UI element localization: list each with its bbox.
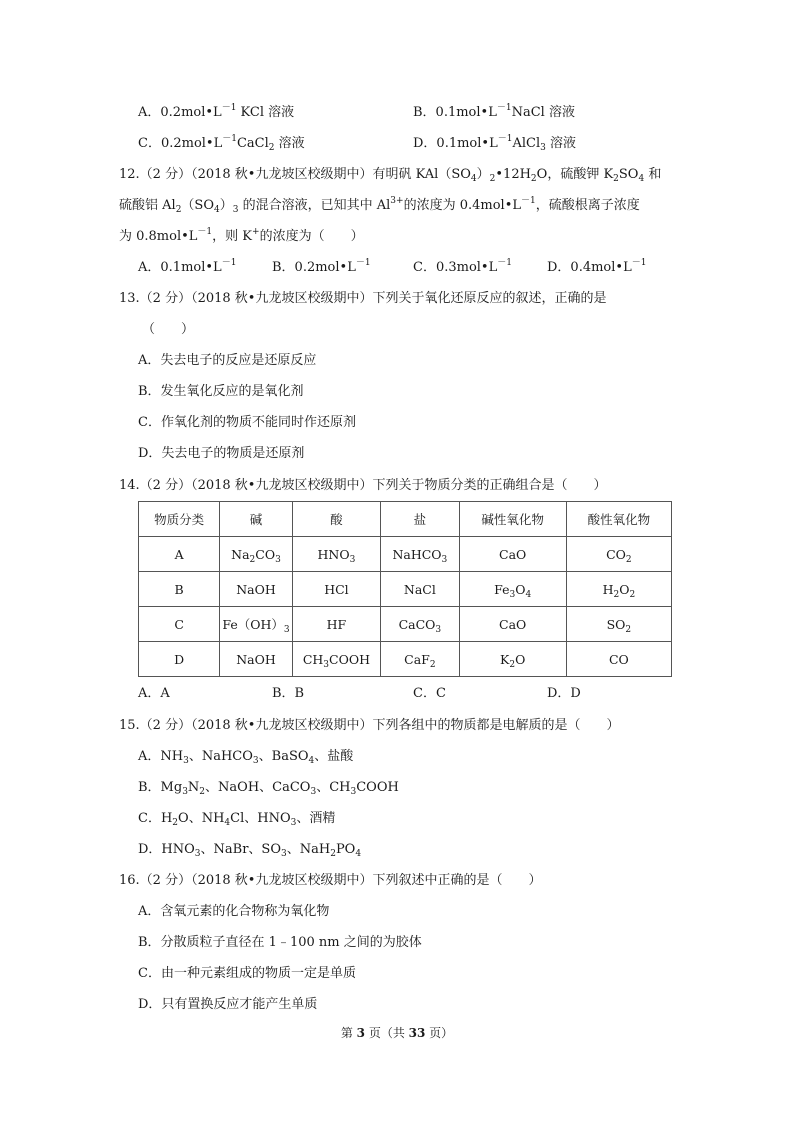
q16-option-c: C．由一种元素组成的物质一定是单质 (138, 966, 356, 981)
q14-option-c: C．C (413, 686, 446, 701)
table-cell: HCl (292, 572, 380, 607)
q16-option-b: B．分散质粒子直径在 1﹣100 nm 之间的为胶体 (138, 935, 422, 950)
table-cell: C (139, 607, 220, 642)
table-cell: $K_2O$ (459, 642, 566, 677)
table-cell: CO (566, 642, 671, 677)
q12-option-c: C．$0.3mol•L^{-1}$ (413, 258, 512, 275)
q16-option-a: A．含氧元素的化合物称为氧化物 (138, 904, 330, 919)
q13-option-d: D．失去电子的物质是还原剂 (138, 446, 305, 461)
table-cell: CaF$_2$ (381, 642, 459, 677)
table-cell: NaCl (381, 572, 459, 607)
q12-stem-line1: 12.（2 分）（2018 秋•九龙坡区校级期中）有明矾 $KAl(SO_4)_2•12H_2O$，硫酸钾 $K_2SO_4$ 和 (119, 167, 662, 184)
table-cell: $Na_2CO_3$ (220, 537, 292, 572)
q12-stem-line3: 为 $0.8mol•L^{-1}$，则 K+的浓度为（ ） (119, 227, 364, 244)
table-cell: $Fe_3O_4$ (459, 572, 566, 607)
table-cell: CaO (459, 607, 566, 642)
q15-option-d: D．$HNO_3$、NaBr、$SO_3$、$NaH_2PO_4$ (138, 842, 362, 859)
table-cell: 物质分类 (139, 502, 220, 537)
table-cell: NaOH (220, 572, 292, 607)
table-row (139, 642, 672, 677)
q16-stem: 16.（2 分）（2018 秋•九龙坡区校级期中）下列叙述中正确的是（ ） (119, 873, 542, 888)
table-cell: 酸 (292, 502, 380, 537)
q12-option-b: B．$0.2mol•L^{-1}$ (272, 258, 371, 275)
table-cell: 盐 (381, 502, 459, 537)
table-cell: 碱 (220, 502, 292, 537)
q15-option-b: B．$Mg_3N_2$、NaOH、CaCO$_3$、$CH_3COOH$ (138, 780, 399, 797)
q14-option-d: D．D (547, 686, 581, 701)
table-cell: $HNO_3$ (292, 537, 380, 572)
table-cell: NaHCO$_3$ (381, 537, 459, 572)
table-cell: B (139, 572, 220, 607)
table-cell: D (139, 642, 220, 677)
table-cell: $CH_3COOH$ (292, 642, 380, 677)
q14-option-b: B．B (272, 686, 305, 701)
table-cell: 碱性氧化物 (459, 502, 566, 537)
classification-table (138, 501, 672, 677)
q15-option-a: A．$NH_3$、NaHCO$_3$、BaSO$_4$、盐酸 (138, 749, 354, 766)
q13-stem-line2: （ ） (142, 322, 195, 337)
table-cell: $H_2O_2$ (566, 572, 671, 607)
q16-option-d: D．只有置换反应才能产生单质 (138, 997, 318, 1012)
table-cell: CaCO$_3$ (381, 607, 459, 642)
q15-stem: 15.（2 分）（2018 秋•九龙坡区校级期中）下列各组中的物质都是电解质的是（ ） (119, 718, 620, 733)
q13-option-a: A．失去电子的反应是还原反应 (138, 353, 317, 368)
table-cell: CaO (459, 537, 566, 572)
q11-option-b: B．$0.1mol•L^{-1}NaCl$ 溶液 (413, 103, 575, 120)
q13-option-b: B．发生氧化反应的是氧化剂 (138, 384, 304, 399)
table-cell: A (139, 537, 220, 572)
q15-option-c: C．$H_2O$、$NH_4Cl$、$HNO_3$、酒精 (138, 811, 336, 828)
q12-option-d: D．$0.4mol•L^{-1}$ (547, 258, 647, 275)
q11-option-c: C．$0.2mol•L^{-1}CaCl_2$ 溶液 (138, 134, 305, 153)
q14-option-a: A．A (138, 686, 170, 701)
table-cell: $SO_2$ (566, 607, 671, 642)
page-footer: 第 3 页（共 33 页） (340, 1026, 454, 1040)
q14-stem: 14.（2 分）（2018 秋•九龙坡区校级期中）下列关于物质分类的正确组合是（ ） (119, 478, 607, 493)
table-cell: $CO_2$ (566, 537, 671, 572)
table-cell: NaOH (220, 642, 292, 677)
table-row (139, 607, 672, 642)
table-cell: 酸性氧化物 (566, 502, 671, 537)
table-row (139, 572, 672, 607)
q12-stem-line2: 硫酸铝 $Al_2(SO_4)_3$ 的混合溶液，已知其中 $Al^{3+}$的浓度为 $0.4mol•L^{-1}$，硫酸根离子浓度 (119, 196, 640, 215)
q13-option-c: C．作氧化剂的物质不能同时作还原剂 (138, 415, 356, 430)
q12-option-a: A．$0.1mol•L^{-1}$ (138, 258, 237, 275)
table-cell: $Fe(OH)_3$ (220, 607, 292, 642)
table-row (139, 537, 672, 572)
table-header-row (139, 502, 672, 537)
q13-stem-line1: 13.（2 分）（2018 秋•九龙坡区校级期中）下列关于氧化还原反应的叙述，正确的是 (119, 291, 607, 306)
q11-option-d: D．$0.1mol•L^{-1}AlCl_3$ 溶液 (413, 134, 576, 153)
table-cell: HF (292, 607, 380, 642)
q11-option-a: A．$0.2mol•L^{-1}$ KCl 溶液 (138, 103, 295, 120)
